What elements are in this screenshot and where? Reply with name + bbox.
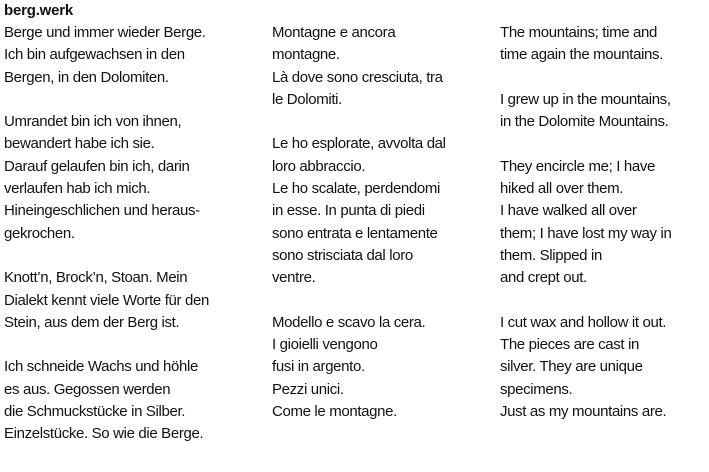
text-line: I gioielli vengono — [272, 336, 378, 354]
text-line: Modello e scavo la cera. — [272, 313, 426, 331]
english-column — [500, 22, 707, 446]
text-line: Einzelstücke. So wie die Berge. — [4, 425, 204, 443]
text-line: es aus. Gegossen werden — [4, 380, 171, 398]
text-line: Stein, aus dem der Berg ist. — [4, 313, 180, 331]
text-line: fusi in argento. — [272, 358, 365, 376]
german-paragraph-1 — [4, 22, 264, 89]
text-line: in esse. In punta di piedi — [272, 202, 425, 220]
text-line: verlaufen hab ich mich. — [4, 180, 151, 198]
text-line: them. Slipped in — [500, 246, 602, 264]
text-line: Le ho esplorate, avvolta dal — [272, 135, 446, 153]
text-line: The pieces are cast in — [500, 336, 640, 354]
text-line: Umrandet bin ich von ihnen, — [4, 113, 182, 131]
english-paragraph-1 — [500, 22, 707, 67]
text-line: le Dolomiti. — [272, 90, 342, 108]
german-column — [4, 22, 264, 468]
text-line: I grew up in the mountains, — [500, 90, 671, 108]
text-line: I have walked all over — [500, 202, 637, 220]
text-line: Come le montagne. — [272, 403, 397, 421]
text-line: silver. They are unique — [500, 358, 643, 376]
text-line: and crept out. — [500, 269, 587, 287]
text-line: Bergen, in den Dolomiten. — [4, 68, 169, 86]
text-line: sono entrata e lentamente — [272, 224, 438, 242]
italian-paragraph-2 — [272, 133, 494, 289]
english-paragraph-2 — [500, 89, 707, 134]
text-line: The mountains; time and — [500, 24, 658, 41]
text-line: Berge und immer wieder Berge. — [4, 24, 206, 41]
text-line: I cut wax and hollow it out. — [500, 313, 667, 331]
english-paragraph-3 — [500, 156, 707, 290]
text-line: Hineingeschlichen und heraus- — [4, 202, 200, 220]
text-line: time again the mountains. — [500, 46, 664, 64]
italian-column — [272, 22, 494, 446]
english-paragraph-4 — [500, 312, 707, 423]
document-title: berg.werk — [4, 2, 74, 19]
italian-paragraph-1 — [272, 22, 494, 111]
text-line: ventre. — [272, 269, 316, 287]
text-line: in the Dolomite Mountains. — [500, 113, 669, 131]
text-line: Le ho scalate, perdendomi — [272, 180, 441, 198]
text-line: loro abbraccio. — [272, 157, 366, 175]
text-line: Just as my mountains are. — [500, 403, 667, 421]
text-line: Montagne e ancora — [272, 24, 396, 41]
text-line: Dialekt kennt viele Worte für den — [4, 291, 209, 309]
german-paragraph-4 — [4, 356, 264, 445]
text-line: Ich schneide Wachs und höhle — [4, 358, 198, 376]
text-line: die Schmuckstücke in Silber. — [4, 403, 186, 421]
text-line: hiked all over them. — [500, 180, 624, 198]
text-line: montagne. — [272, 46, 340, 64]
text-line: them; I have lost my way in — [500, 224, 672, 242]
text-line: Ich bin aufgewachsen in den — [4, 46, 185, 64]
italian-paragraph-3 — [272, 312, 494, 423]
text-line: Pezzi unici. — [272, 380, 344, 398]
german-paragraph-3 — [4, 267, 264, 334]
text-line: Knott’n, Brock’n, Stoan. Mein — [4, 269, 188, 287]
text-line: bewandert habe ich sie. — [4, 135, 155, 153]
text-line: sono strisciata dal loro — [272, 246, 413, 264]
text-line: gekrochen. — [4, 224, 75, 242]
text-line: Darauf gelaufen bin ich, darin — [4, 157, 190, 175]
text-line: specimens. — [500, 380, 573, 398]
text-line: Là dove sono cresciuta, tra — [272, 68, 443, 86]
text-line: They encircle me; I have — [500, 157, 656, 175]
german-paragraph-2 — [4, 111, 264, 245]
